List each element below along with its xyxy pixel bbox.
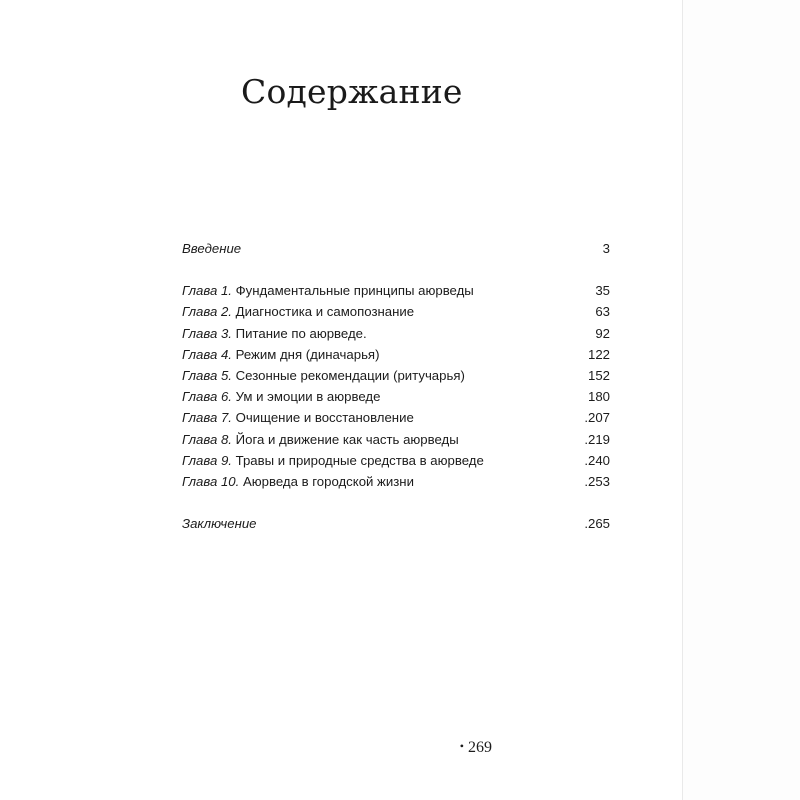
right-margin <box>683 0 800 800</box>
chapter-number: Глава 1. <box>182 283 232 299</box>
chapter-page: .219 <box>584 431 610 447</box>
chapter-number: Глава 9. <box>182 452 232 468</box>
toc-row-chapter-9 <box>182 450 610 471</box>
toc-row-chapter-6 <box>182 386 610 407</box>
toc-row-chapter-2 <box>182 301 610 322</box>
toc-row-chapter-1 <box>182 280 610 301</box>
chapter-number: Глава 5. <box>182 367 232 383</box>
chapter-number: Глава 8. <box>182 431 232 447</box>
chapter-title: Аюрведа в городской жизни <box>242 473 414 489</box>
chapter-title: Фундаментальные принципы аюрведы <box>235 283 474 299</box>
toc-row-chapter-10 <box>182 471 610 492</box>
toc-conclusion-label: Заключение <box>182 516 257 532</box>
chapter-number: Глава 7. <box>182 410 232 426</box>
chapter-page: 180 <box>587 389 610 405</box>
chapter-title: Очищение и восстановление <box>235 410 414 426</box>
page-number <box>460 735 492 759</box>
toc-row-conclusion <box>182 513 610 534</box>
toc-row-chapter-5 <box>182 365 610 386</box>
chapter-number: Глава 10. <box>182 473 240 489</box>
toc-row-chapter-4 <box>182 344 610 365</box>
chapter-number: Глава 4. <box>182 346 232 362</box>
chapter-number: Глава 3. <box>182 325 232 341</box>
chapter-title: Сезонные рекомендации (ритучарья) <box>235 367 465 383</box>
toc-intro-label: Введение <box>182 241 242 256</box>
chapter-title: Питание по аюрведе. <box>235 325 367 341</box>
chapter-title: Травы и природные средства в аюрведе <box>235 452 484 468</box>
toc-row-intro <box>182 238 610 259</box>
toc-row-chapter-8 <box>182 429 610 450</box>
chapter-number: Глава 6. <box>182 389 232 405</box>
page-title: Содержание <box>241 72 463 111</box>
chapter-title: Ум и эмоции в аюрведе <box>235 389 381 405</box>
chapter-number: Глава 2. <box>182 304 232 320</box>
chapter-page: .207 <box>584 410 610 426</box>
chapter-page: .253 <box>584 473 610 489</box>
toc-row-chapter-7 <box>182 407 610 428</box>
chapter-page: 63 <box>595 304 610 320</box>
chapter-title: Диагностика и самопознание <box>235 304 415 320</box>
table-of-contents <box>182 238 610 534</box>
chapter-title: Режим дня (диначарья) <box>235 346 380 362</box>
toc-intro-page: 3 <box>602 241 610 256</box>
chapter-page: 122 <box>587 346 610 362</box>
chapter-page: .240 <box>584 452 610 468</box>
toc-row-chapter-3 <box>182 323 610 344</box>
folio-bullet: • <box>459 739 464 753</box>
chapter-title: Йога и движение как часть аюрведы <box>235 431 459 447</box>
toc-conclusion-page: .265 <box>584 516 610 532</box>
chapter-page: 35 <box>595 283 610 299</box>
chapter-page: 92 <box>595 325 610 341</box>
folio-number: 269 <box>468 739 492 756</box>
chapter-page: 152 <box>587 367 610 383</box>
